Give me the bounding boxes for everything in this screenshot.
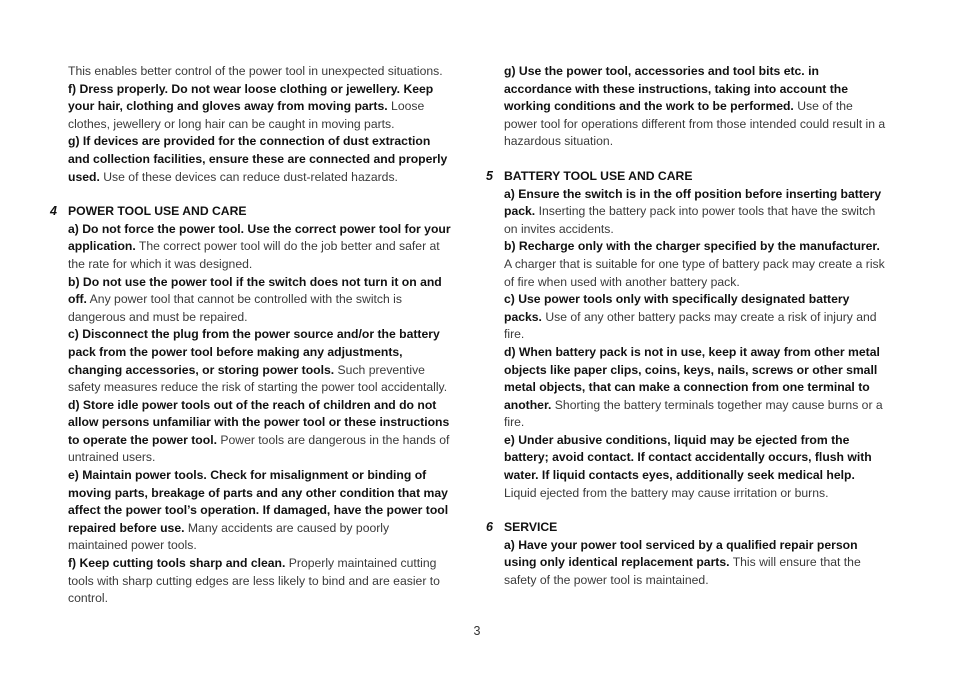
section-5 <box>486 168 888 502</box>
right-column <box>486 63 888 590</box>
item-f-dress: f) Dress properly. Do not wear loose clothing or jewellery. Keep your hair, clothing and gloves away from moving parts. Loose clothes, jewellery or long hair can be caught in moving parts. <box>68 81 434 131</box>
list-item: a) Do not force the power tool. Use the correct power tool for your application. The correct power tool will do the job better and safer at the rate for which it was designed. <box>68 221 451 271</box>
section-number: 5 <box>486 168 493 183</box>
list-item: e) Under abusive conditions, liquid may be ejected from the battery; avoid contact. If contact accidentally occurs, flush with water. If liquid contacts eyes, additionally seek medical help. Liquid ejected from the battery may cause irritation or burns. <box>504 432 872 500</box>
list-item: e) Maintain power tools. Check for misalignment or binding of moving parts, breakage of parts and any other condition that may affect the power tool’s operation. If damaged, have the power tool repaired before use. Many accidents are caused by poorly maintained power tools. <box>68 468 449 553</box>
item-g-accordance: g) Use the power tool, accessories and tool bits etc. in accordance with these instructions, taking into account the working conditions and the work to be performed. Use of the power tool for operations different from those intended could result in a hazardous situation. <box>504 64 886 149</box>
list-item: b) Recharge only with the charger specified by the manufacturer. A charger that is suitable for one type of battery pack may create a risk of fire when used with another battery pack. <box>504 239 885 289</box>
section-heading: POWER TOOL USE AND CARE <box>68 204 247 219</box>
list-item: b) Do not use the power tool if the switch does not turn it on and off. Any power tool that cannot be controlled with the switch is dangerous and must be repaired. <box>68 274 442 324</box>
list-item: c) Disconnect the plug from the power source and/or the battery pack from the power tool before making any adjustments, changing accessories, or storing power tools. Such preventive safety measures reduce the risk of starting the power tool accidentally. <box>68 327 448 395</box>
section-heading: SERVICE <box>504 520 558 535</box>
list-item: a) Have your power tool serviced by a qualified repair person using only identical replacement parts. This will ensure that the safety of the power tool is maintained. <box>504 537 861 588</box>
section-number: 6 <box>486 520 493 535</box>
intro-text: This enables better control of the power tool in unexpected situations. <box>68 64 443 78</box>
list-item: d) Store idle power tools out of the reach of children and do not allow persons unfamiliar with the power tool or these instructions to operate the power tool. Power tools are dangerous in the hands of untrained users. <box>68 397 450 465</box>
list-item: a) Ensure the switch is in the off position before inserting battery pack. Inserting the battery pack into power tools that have the switch on invites accidents. <box>504 186 882 236</box>
section-6 <box>486 519 888 589</box>
list-item: f) Keep cutting tools sharp and clean. Properly maintained cutting tools with sharp cutting edges are less likely to bind and are easier to control. <box>68 556 440 606</box>
list-item: c) Use power tools only with specifically designated battery packs. Use of any other battery packs may create a risk of injury and fire. <box>504 292 877 342</box>
left-column <box>50 63 452 608</box>
section-heading: BATTERY TOOL USE AND CARE <box>504 168 693 183</box>
page-number: 3 <box>473 624 481 638</box>
item-g-dust: g) If devices are provided for the connection of dust extraction and collection facilities, ensure these are connected and properly used. Use of these devices can reduce dust-related hazards. <box>68 134 448 184</box>
section-4 <box>50 203 452 608</box>
list-item: d) When battery pack is not in use, keep it away from other metal objects like paper clips, coins, keys, nails, screws or other small metal objects, that can make a connection from one terminal to another. Shorting the battery terminals together may cause burns or a fire. <box>504 344 883 430</box>
section-number: 4 <box>50 204 57 219</box>
